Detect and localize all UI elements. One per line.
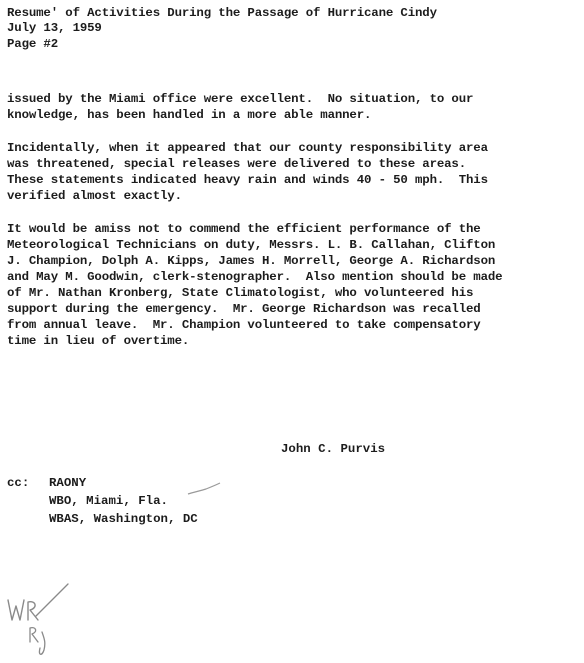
text-line: J. Champion, Dolph A. Kipps, James H. Morrell, George A. Richardson <box>7 254 496 268</box>
text-line: Meteorological Technicians on duty, Messrs. L. B. Callahan, Clifton <box>7 238 496 252</box>
text-line: from annual leave. Mr. Champion volunteered to take compensatory <box>7 318 481 332</box>
text-line: It would be amiss not to commend the efficient performance of the <box>7 222 481 236</box>
document-title: Resume' of Activities During the Passage of Hurricane Cindy <box>7 6 437 20</box>
text-line: of Mr. Nathan Kronberg, State Climatologist, who volunteered his <box>7 286 474 300</box>
cc-recipient: RAONY <box>49 476 87 490</box>
handwriting-text: WRB <box>2 572 4 573</box>
text-line: knowledge, has been handled in a more able manner. <box>7 108 372 122</box>
document-date: July 13, 1959 <box>7 21 102 35</box>
handwritten-initials <box>2 572 82 662</box>
text-line: time in lieu of overtime. <box>7 334 190 348</box>
text-line: was threatened, special releases were delivered to these areas. <box>7 157 466 171</box>
text-line: These statements indicated heavy rain and winds 40 - 50 mph. This <box>7 173 488 187</box>
text-line: and May M. Goodwin, clerk-stenographer. Also mention should be made <box>7 270 503 284</box>
cc-recipient: WBAS, Washington, DC <box>49 512 198 526</box>
cc-recipient: WBO, Miami, Fla. <box>49 494 168 508</box>
text-line: verified almost exactly. <box>7 189 182 203</box>
text-line: support during the emergency. Mr. George Richardson was recalled <box>7 302 481 316</box>
page-number: Page #2 <box>7 37 58 51</box>
signature-name: John C. Purvis <box>281 442 386 456</box>
pencil-tick-mark <box>186 480 222 498</box>
text-line: issued by the Miami office were excellent. No situation, to our <box>7 92 474 106</box>
text-line: Incidentally, when it appeared that our county responsibility area <box>7 141 488 155</box>
cc-label: cc: <box>7 476 30 490</box>
